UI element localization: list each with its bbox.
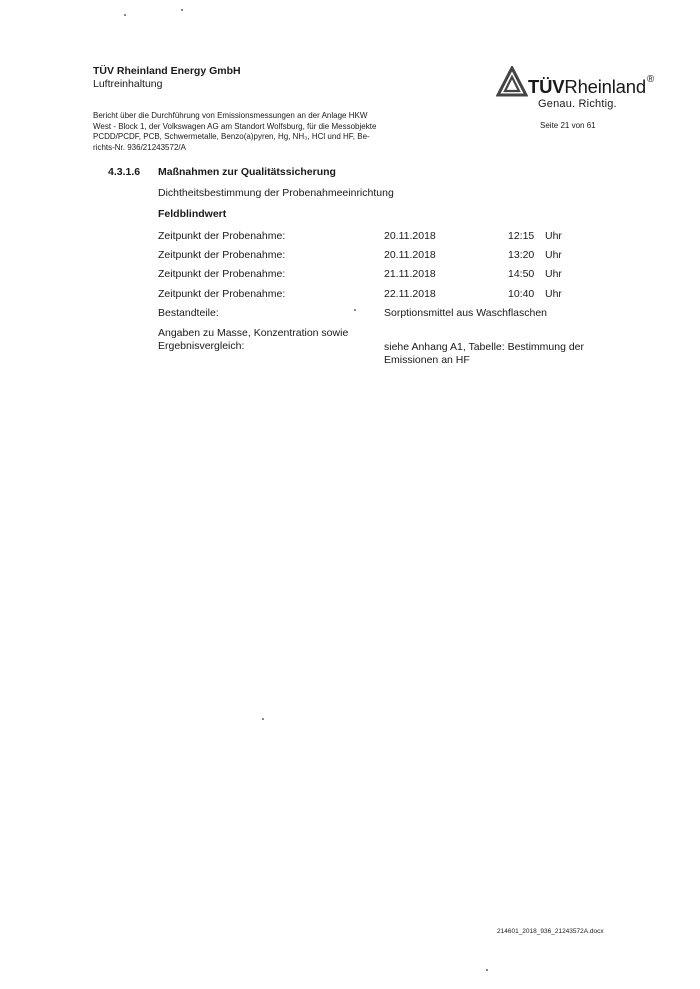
sample-label: Zeitpunkt der Probenahme:	[158, 249, 286, 261]
scan-speck	[181, 9, 183, 11]
logo-brand-regular: Rheinland	[564, 76, 646, 97]
sample-unit: Uhr	[545, 268, 562, 280]
report-line: West - Block 1, der Volkswagen AG am Standort Wolfsburg, für die Messobjekte	[93, 121, 377, 131]
sample-unit: Uhr	[545, 249, 562, 261]
logo-brand	[528, 76, 654, 98]
logo-registered: ®	[646, 74, 655, 85]
sample-time: 13:20	[508, 249, 535, 261]
angaben-label	[158, 327, 378, 353]
sample-date: 21.11.2018	[384, 268, 436, 280]
sample-date: 20.11.2018	[384, 249, 436, 261]
footer-filename: 214601_2018_936_21243572A.docx	[497, 928, 604, 935]
section-subtitle: Dichtheitsbestimmung der Probenahmeeinrichtung	[158, 187, 394, 199]
angaben-value-line: Emissionen an HF	[384, 354, 470, 366]
report-line: Bericht über die Durchführung von Emissionsmessungen an der Anlage HKW	[93, 111, 368, 120]
tuv-triangle-icon	[496, 66, 528, 98]
scan-speck	[262, 718, 264, 720]
bestandteile-label: Bestandteile:	[158, 307, 219, 319]
sample-time: 14:50	[508, 268, 535, 280]
section-title: Maßnahmen zur Qualitätssicherung	[158, 166, 336, 178]
angaben-value-line: siehe Anhang A1, Tabelle: Bestimmung der	[384, 341, 585, 353]
logo-slogan: Genau. Richtig.	[538, 98, 617, 110]
report-description	[93, 111, 423, 153]
logo-brand-bold: TÜV	[528, 76, 565, 97]
report-line: richts-Nr. 936/21243572/A	[93, 142, 186, 152]
company-name: TÜV Rheinland Energy GmbH	[93, 65, 241, 77]
sample-label: Zeitpunkt der Probenahme:	[158, 288, 286, 300]
sample-unit: Uhr	[545, 230, 562, 242]
sample-date: 20.11.2018	[384, 230, 436, 242]
angaben-label-line: Ergebnisvergleich:	[158, 340, 245, 352]
angaben-label-line: Angaben zu Masse, Konzentration sowie	[158, 327, 349, 339]
angaben-value	[384, 341, 624, 367]
sample-time: 12:15	[508, 230, 535, 242]
sample-label: Zeitpunkt der Probenahme:	[158, 230, 286, 242]
scan-speck	[486, 969, 488, 971]
page-number: Seite 21 von 61	[540, 121, 596, 130]
sample-date: 22.11.2018	[384, 288, 436, 300]
section-subheading: Feldblindwert	[158, 208, 227, 220]
sample-time: 10:40	[508, 288, 535, 300]
department-name: Luftreinhaltung	[93, 78, 163, 90]
scan-speck	[354, 309, 356, 311]
sample-label: Zeitpunkt der Probenahme:	[158, 268, 286, 280]
section-number: 4.3.1.6	[108, 166, 141, 178]
bestandteile-value: Sorptionsmittel aus Waschflaschen	[384, 307, 548, 319]
report-line: PCDD/PCDF, PCB, Schwermetalle, Benzo(a)pyren, Hg, NH₃, HCl und HF, Be-	[93, 132, 370, 142]
sample-unit: Uhr	[545, 288, 562, 300]
scan-speck	[124, 14, 126, 16]
